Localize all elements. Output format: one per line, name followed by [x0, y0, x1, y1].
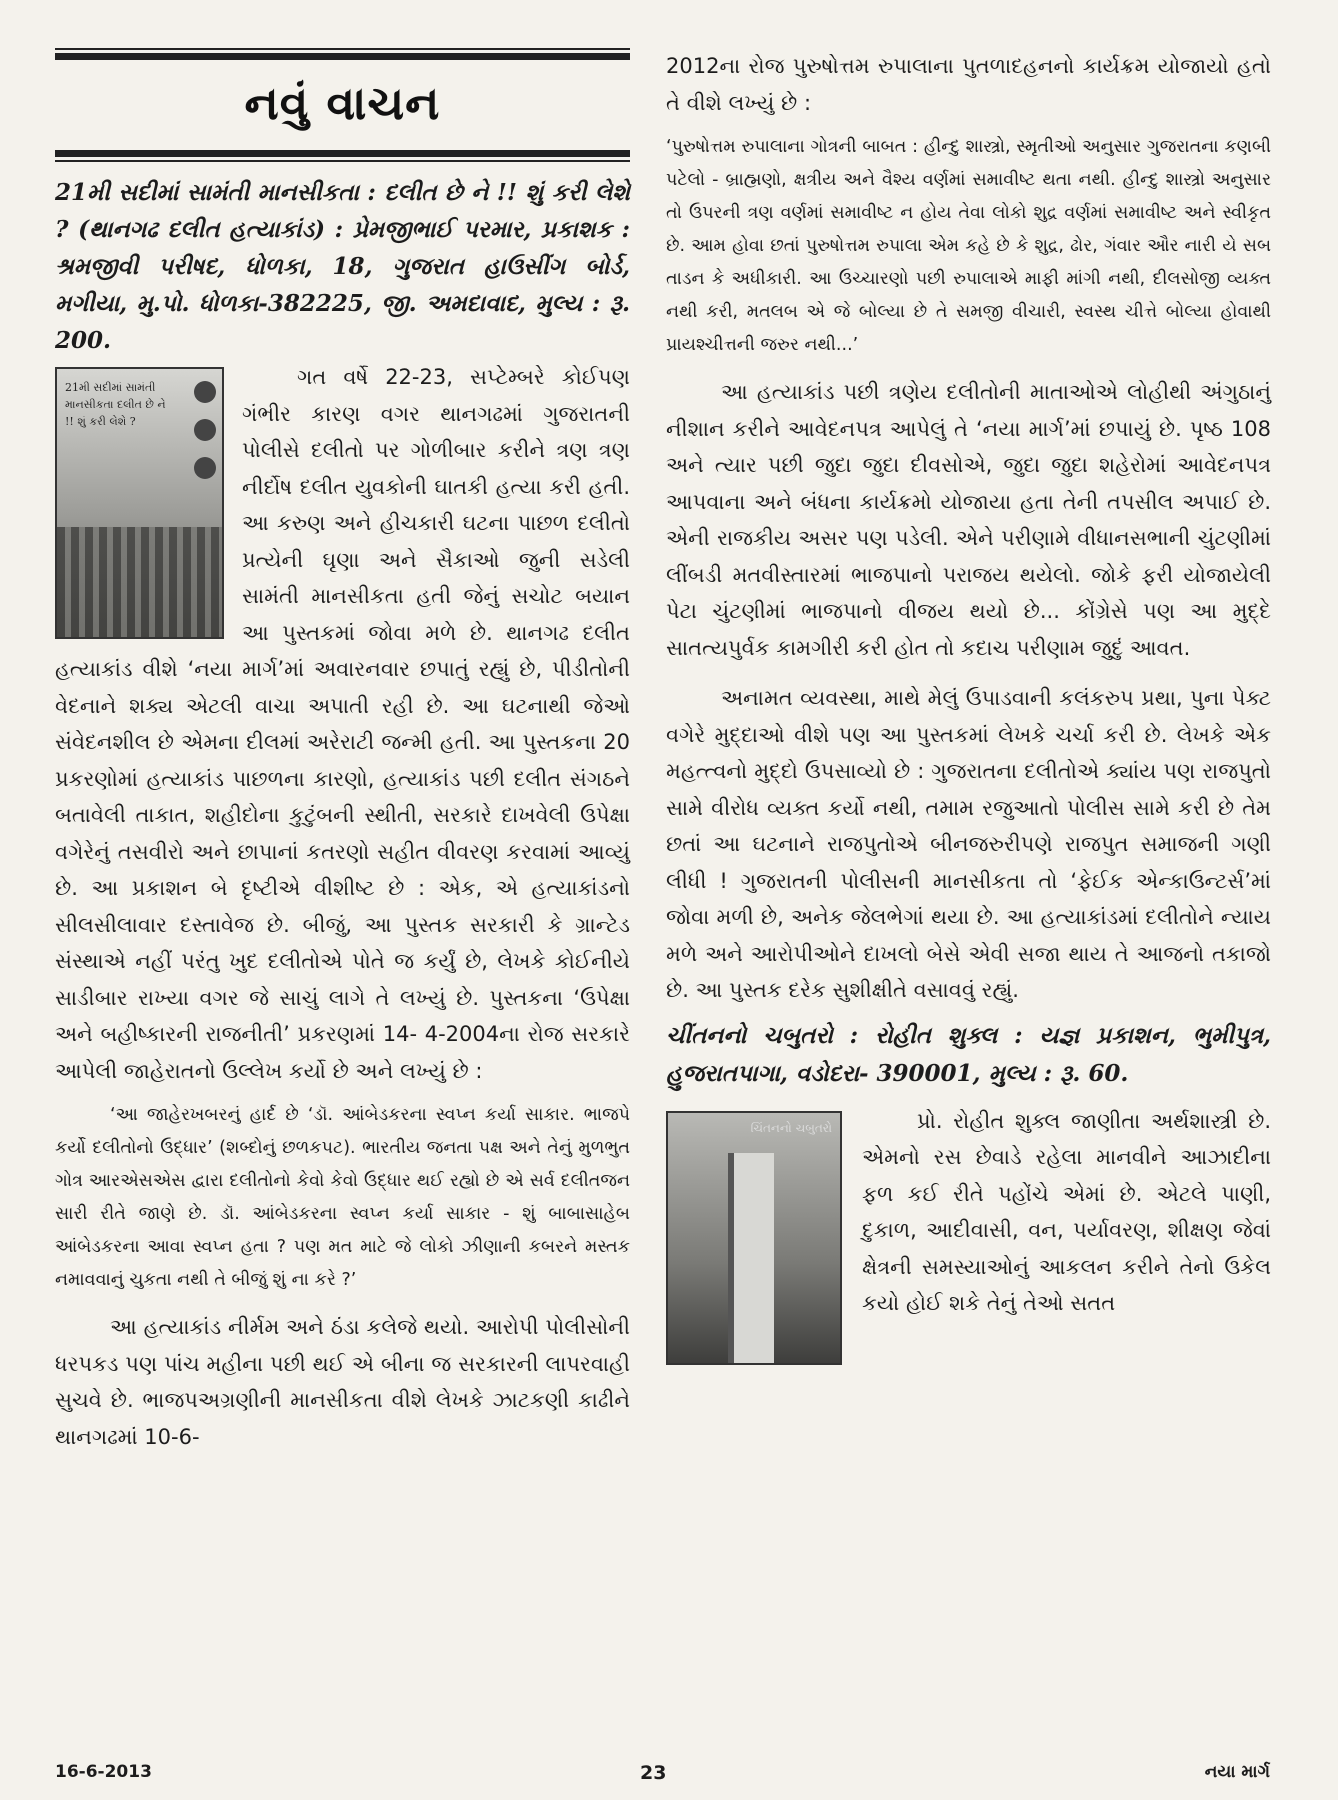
masthead-rule-top [55, 48, 630, 50]
cover-crowd-photo [57, 527, 222, 637]
book1-review-paragraph-2: આ હત્યાકાંડ નીર્મમ અને ઠંડા કલેજે થયો. આરોપી પોલીસોની ધરપકડ પણ પાંચ મહીના પછી થઈ એ બીના જ સરકારની લાપરવાહી સુચવે છે. ભાજપઅગ્રણીની માનસીકતા વીશે લેખકે ઝાટકણી કાઢીને થાનગઢમાં 10-6- [55, 1315, 630, 1449]
masthead-rule-thin [55, 160, 630, 162]
issue-date: 16-6-2013 [55, 1762, 152, 1782]
book1-cover-title: 21મી સદીમાં સામંતી માનસીકતા દલીત છે ને !! શું કરી લેશે ? [65, 381, 166, 428]
book1-cover-image [55, 367, 224, 639]
masthead-rule-bottom [55, 150, 630, 157]
cover-portrait-icon [194, 381, 216, 403]
book1-heading: 21મી સદીમાં સામંતી માનસીકતા : દલીત છે ને !! શું કરી લેશે ? (થાનગઢ દલીત હત્યાકાંડ) : પ્રેમજીભાઈ પરમાર, પ્રકાશક : શ્રમજીવી પરીષદ, ધોળકા, 18, ગુજરાત હાઉસીંગ બોર્ડ, મગીયા, મુ.પો. ધોળકા-382225, જી. અમદાવાદ, મુલ્ય : રૂ. 200. [55, 179, 630, 354]
book2-heading: ચીંતનનો ચબુતરો : રોહીત શુક્લ : યજ્ઞ પ્રકાશન, ભુમીપુત્ર, હુજરાતપાગા, વડોદરા- 390001, મુલ્ય : રૂ. 60. [666, 1021, 1271, 1087]
book2-review-paragraph: પ્રો. રોહીત શુક્લ જાણીતા અર્થશાસ્ત્રી છે. એમનો રસ છેવાડે રહેલા માનવીને આઝાદીના ફળ કઈ રીતે પહોંચે એમાં છે. એટલે પાણી, દુકાળ, આદીવાસી, વન, પર્યાવરણ, શીક્ષણ જેવાં ક્ષેત્રની સમસ્યાઓનું આકલન કરીને તેનો ઉકેલ કયો હોઈ શકે તેનું તેઓ સતત [862, 1108, 1271, 1315]
cover-tower-photo [728, 1153, 774, 1363]
section-title: નવું વાચન [244, 76, 441, 130]
masthead-rule-thick [55, 53, 630, 60]
book2-cover-title: ચિંતનનો ચબુતરો [750, 1120, 832, 1135]
book1-review-paragraph-4: અનામત વ્યવસ્થા, માથે મેલું ઉપાડવાની કલંકરુપ પ્રથા, પુના પેક્ટ વગેરે મુદ્દાઓ વીશે પણ આ પુસ્તકમાં લેખકે ચર્ચા કરી છે. લેખકે એક મહત્ત્વનો મુદ્દો ઉપસાવ્યો છે : ગુજરાતના દલીતોએ ક્યાંય પણ રાજપુતો સામે વીરોધ વ્યક્ત કર્યો નથી, તમામ રજુઆતો પોલીસ સામે કરી છે તેમ છતાં આ ઘટનાને રાજપુતોએ બીનજરુરીપણે રાજપુત સમાજની ગણી લીધી ! ગુજરાતની પોલીસની માનસીકતા તો ‘ફેઈક એન્કાઉન્ટર્સ’માં જોવા મળી છે, અનેક જેલભેગાં થયા છે. આ હત્યાકાંડમાં દલીતોને ન્યાય મળે અને આરોપીઓને દાખલો બેસે એવી સજા થાય તે આજનો તકાજો છે. આ પુસ્તક દરેક સુશીક્ષીતે વસાવવું રહ્યું. [666, 686, 1271, 1002]
book1-review-paragraph-3: આ હત્યાકાંડ પછી ત્રણેય દલીતોની માતાઓએ લોહીથી અંગુઠાનું નીશાન કરીને આવેદનપત્ર આપેલું તે ‘નયા માર્ગ’માં છપાયું છે. પૃષ્ઠ 108 અને ત્યાર પછી જુદા જુદા દીવસોએ, જુદા જુદા શહેરોમાં આવેદનપત્ર આપવાના અને બંધના કાર્યક્રમો યોજાયા હતા તેની તપસીલ અપાઈ છે. એની રાજકીય અસર પણ પડેલી. એને પરીણામે વીધાનસભાની ચુંટણીમાં લીંબડી મતવીસ્તારમાં ભાજપાનો પરાજય થયેલો. જોકે ફરી યોજાયેલી પેટા ચુંટણીમાં ભાજપાનો વીજય થયો છે... કોંગ્રેસે પણ આ મુદ્દે સાતત્યપુર્વક કામગીરી કરી હોત તો કદાચ પરીણામ જુદું આવત. [666, 380, 1271, 660]
left-column [55, 48, 630, 1455]
book1-review-paragraph: ગત વર્ષે 22-23, સપ્ટેમ્બરે કોઈપણ ગંભીર કારણ વગર થાનગઢમાં ગુજરાતની પોલીસે દલીતો પર ગોળીબાર કરીને ત્રણ ત્રણ નીર્દોષ દલીત યુવકોની ઘાતકી હત્યા કરી હતી. આ કરુણ અને હીચકારી ઘટના પાછળ દલીતો પ્રત્યેની ઘૃણા અને સૈકાઓ જુની સડેલી સામંતી માનસીકતા હતી જેનું સચોટ બયાન આ પુસ્તકમાં જોવા મળે છે. થાનગઢ દલીત હત્યાકાંડ વીશે ‘નયા માર્ગ’માં અવારનવાર છપાતું રહ્યું છે, પીડીતોની વેદનાને શક્ય એટલી વાચા અપાતી રહી છે. આ ઘટનાથી જેઓ સંવેદનશીલ છે એમના દીલમાં અરેરાટી જન્મી હતી. આ પુસ્તકના 20 પ્રકરણોમાં હત્યાકાંડ પાછળના કારણો, હત્યાકાંડ પછી દલીત સંગઠને બતાવેલી તાકાત, શહીદોના કુટુંબની સ્થીતી, સરકારે દાખવેલી ઉપેક્ષા વગેરેનું તસવીરો અને છાપાનાં કતરણો સહીત વીવરણ કરવામાં આવ્યું છે. આ પ્રકાશન બે દૃષ્ટીએ વીશીષ્ટ છે : એક, એ હત્યાકાંડનો સીલસીલાવાર દસ્તાવેજ છે. બીજું, આ પુસ્તક સરકારી કે ગ્રાન્ટેડ સંસ્થાએ નહીં પરંતુ ખુદ દલીતોએ પોતે જ કર્યું છે, લેખકે કોઈનીયે સાડીબાર રાખ્યા વગર જે સાચું લાગે તે લખ્યું છે. પુસ્તકના ‘ઉપેક્ષા અને બહીષ્કારની રાજનીતી’ પ્રકરણમાં 14- 4-2004ના રોજ સરકારે આપેલી જાહેરાતનો ઉલ્લેખ કર્યો છે અને લખ્યું છે : [55, 365, 630, 1083]
book1-quote-advertisement: ‘આ જાહેરખબરનું હાર્દ છે ‘ડૉ. આંબેડકરના સ્વપ્ન કર્યા સાકાર. ભાજપે કર્યો દલીતોનો ઉદ્ધાર’ (શબ્દોનું છળકપટ). ભારતીય જનતા પક્ષ અને તેનું મુળભુત ગોત્ર આરએસએસ દ્વારા દલીતોનો કેવો કેવો ઉદ્ધાર થઈ રહ્યો છે એ સર્વ દલીતજન સારી રીતે જાણે છે. ડૉ. આંબેડકરના સ્વપ્ન કર્યા સાકાર - શું બાબાસાહેબ આંબેડકરના આવા સ્વપ્ન હતા ? પણ મત માટે જે લોકો ઝીણાની કબરને મસ્તક નમાવવાનું ચુકતા નથી તે બીજું શું ના કરે ?’ [55, 1105, 630, 1290]
cover-portrait-icon [194, 419, 216, 441]
book2-cover-image [666, 1111, 842, 1365]
book1-quote-rupala: ‘પુરુષોત્તમ રુપાલાના ગોત્રની બાબત : હીન્દુ શાસ્ત્રો, સ્મૃતીઓ અનુસાર ગુજરાતના કણબી પટેલો - બ્રાહ્મણો, ક્ષત્રીય અને વૈશ્ય વર્ણમાં સમાવીષ્ટ થતા નથી. હીન્દુ શાસ્ત્રો અનુસાર તો ઉપરની ત્રણ વર્ણમાં સમાવીષ્ટ ન હોય તેવા લોકો શુદ્ર વર્ણમાં સમાવીષ્ટ અને સ્વીકૃત છે. આમ હોવા છતાં પુરુષોત્તમ રુપાલા એમ કહે છે કે શુદ્ર, ઢોર, ગંવાર ઔર નારી યે સબ તાડન કે અધીકારી. આ ઉચ્ચારણો પછી રુપાલાએ માફી માંગી નથી, દીલસોજી વ્યક્ત નથી કરી, મતલબ એ જે બોલ્યા છે તે સમજી વીચારી, સ્વસ્થ ચીત્તે બોલ્યા હોવાથી પ્રાયશ્ચીત્તની જરુર નથી...’ [666, 137, 1271, 355]
right-column [666, 48, 1271, 1371]
book1-review-continuation: 2012ના રોજ પુરુષોત્તમ રુપાલાના પુતળાદહનનો કાર્યક્રમ યોજાયો હતો તે વીશે લખ્યું છે : [666, 54, 1271, 115]
cover-portrait-icon [194, 457, 216, 479]
page-footer [55, 1762, 1270, 1792]
magazine-name: નયા માર્ગ [1204, 1762, 1270, 1782]
page-number: 23 [640, 1762, 667, 1784]
